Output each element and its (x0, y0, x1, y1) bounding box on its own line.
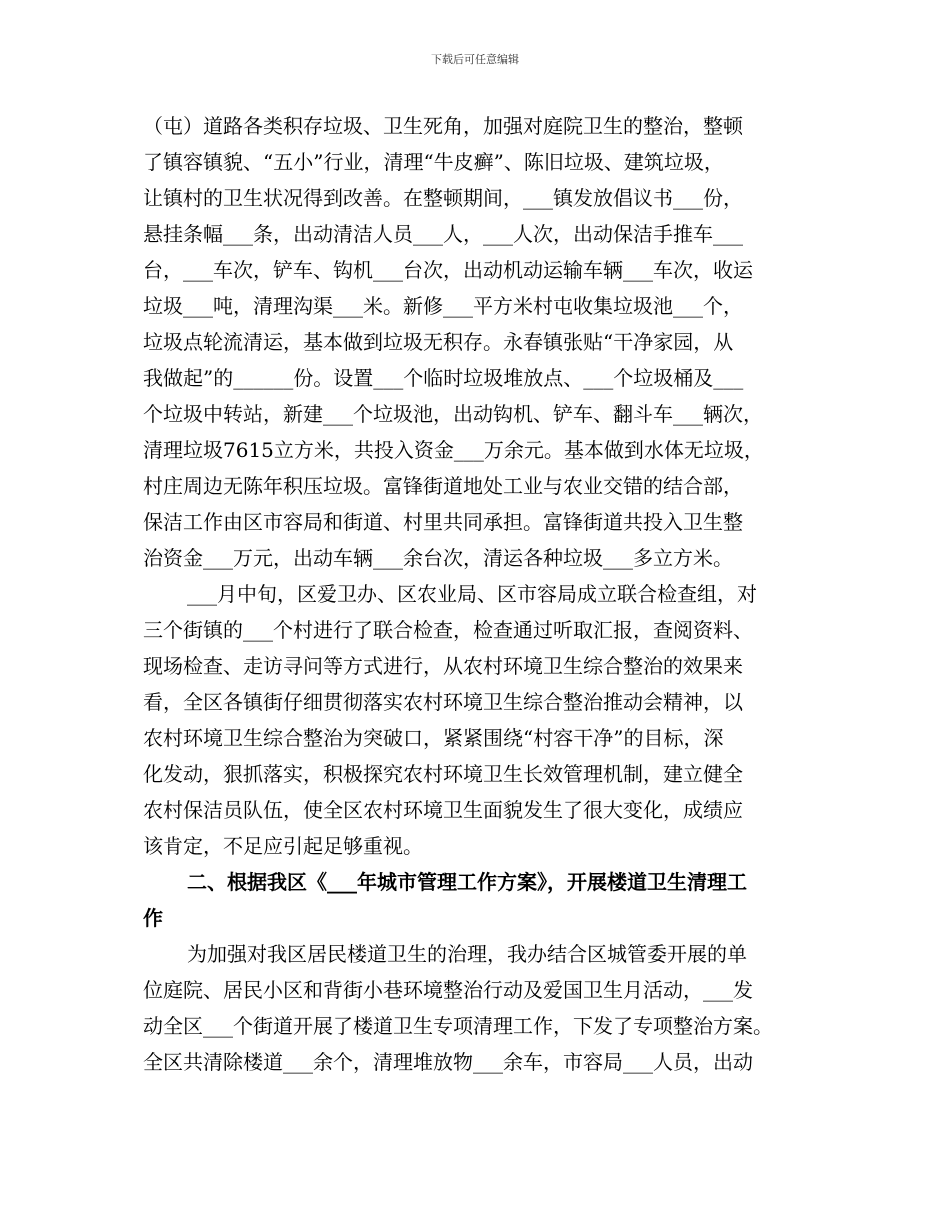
paragraph-line: 垃圾点轮流清运，基本做到垃圾无积存。永春镇张贴“干净家园，从 (143, 330, 734, 354)
paragraph-line: 全区共清除楼道___余个，清理堆放物___余车，市容局___人员，出动 (143, 1050, 753, 1074)
paragraph-line: 治资金___万元，出动车辆___余台次，清运各种垃圾___多立方米。 (143, 546, 733, 570)
paragraph-line: 垃圾___吨，清理沟渠___米。新修___平方米村屯收集垃圾池___个， (143, 294, 743, 318)
paragraph-line: （屯）道路各类积存垃圾、卫生死角，加强对庭院卫生的整治，整顿 (143, 114, 743, 138)
section-heading-line: 作 (143, 906, 163, 930)
paragraph-line: 清理垃圾7615立方米，共投入资金___万余元。基本做到水体无垃圾， (143, 438, 764, 462)
paragraph-line: 该肯定，不足应引起足够重视。 (143, 834, 423, 858)
paragraph-line: 保洁工作由区市容局和街道、村里共同承担。富锋街道共投入卫生整 (143, 510, 743, 534)
paragraph-line: 了镇容镇貌、“五小”行业，清理“牛皮癣”、陈旧垃圾、建筑垃圾， (143, 150, 724, 174)
paragraph-line: 村庄周边无陈年积压垃圾。富锋街道地处工业与农业交错的结合部， (143, 474, 743, 498)
paragraph-line: 我做起”的______份。设置___个临时垃圾堆放点、___个垃圾桶及___ (143, 366, 744, 390)
paragraph-line: 位庭院、居民小区和背街小巷环境整治行动及爱国卫生月活动，___发 (143, 978, 753, 1002)
paragraph-line: 动全区___个街道开展了楼道卫生专项清理工作，下发了专项整治方案。 (143, 1014, 773, 1038)
paragraph-line: 化发动，狠抓落实，积极探究农村环境卫生长效管理机制，建立健全 (143, 762, 743, 786)
paragraph-line: 农村保洁员队伍，使全区农村环境卫生面貌发生了很大变化，成绩应 (143, 798, 743, 822)
page-header: 下载后可任意编辑 (431, 53, 519, 66)
paragraph-line: 个垃圾中转站，新建___个垃圾池，出动钩机、铲车、翻斗车___辆次， (143, 402, 763, 426)
document-body (143, 108, 825, 1080)
section-heading-line: 二、根据我区《___年城市管理工作方案》，开展楼道卫生清理工 (187, 870, 747, 894)
paragraph-line: 台，___车次，铲车、钩机___台次，出动机动运输车辆___车次，收运 (143, 258, 753, 282)
paragraph-line: ___月中旬，区爱卫办、区农业局、区市容局成立联合检查组，对 (187, 582, 757, 606)
paragraph-line: 现场检查、走访寻问等方式进行，从农村环境卫生综合整治的效果来 (143, 654, 743, 678)
paragraph-line: 让镇村的卫生状况得到改善。在整顿期间，___镇发放倡议书___份， (143, 186, 743, 210)
paragraph-line: 农村环境卫生综合整治为突破口，紧紧围绕“村容干净”的目标，深 (143, 726, 724, 750)
paragraph-line: 三个街镇的___个村进行了联合检查，检查通过听取汇报，查阅资料、 (143, 618, 753, 642)
paragraph-line: 看，全区各镇街仔细贯彻落实农村环境卫生综合整治推动会精神，以 (143, 690, 743, 714)
paragraph-line: 悬挂条幅___条，出动清洁人员___人，___人次，出动保洁手推车___ (143, 222, 743, 246)
paragraph-line: 为加强对我区居民楼道卫生的治理，我办结合区城管委开展的单 (187, 942, 747, 966)
